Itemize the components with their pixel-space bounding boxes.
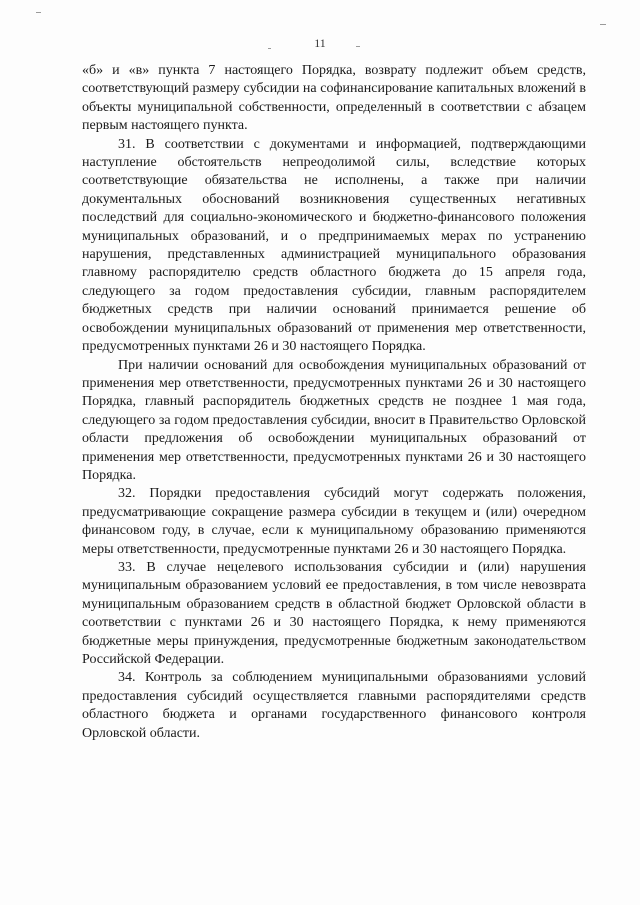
scan-speck — [600, 24, 606, 25]
paragraph: «б» и «в» пункта 7 настоящего Порядка, возврату подлежит объем средств, соответствующий размеру субсидии на софинансирование капитальных вложений в объекты муниципальной собственности, определенный в соответствии с абзацем первым настоящего пункта. — [82, 63, 586, 134]
paragraph: 31. В соответствии с документами и информацией, подтверждающими наступление обстоятельств непреодолимой силы, вследствие которых соответствующие обязательства не исполнены, а также при наличии документальных обоснований возникновения существенных негативных последствий для социально-экономического и бюджетно-финансового положения муниципальных образований, и о предпринимаемых мерах по устранению нарушения, представленных администрацией муниципального образования главному распорядителю средств областного бюджета до 15 апреля года, следующего за годом предоставления субсидии, главным распорядителем бюджетных средств при наличии оснований принимается решение об освобождении муниципальных образований от применения мер ответственности, предусмотренных пунктами 26 и 30 настоящего Порядка. — [82, 136, 586, 355]
page-number: 11 — [314, 36, 326, 50]
paragraph: 33. В случае нецелевого использования субсидии и (или) нарушения муниципальным образованием условий ее предоставления, в том числе невозврата муниципальным образованием средств в областной бюджет Орловской области в соответствии с пунктами 26 и 30 настоящего Порядка, к нему применяются бюджетные меры принуждения, предусмотренные бюджетным законодательством Российской Федерации. — [82, 559, 586, 667]
scan-speck — [36, 12, 41, 13]
paragraph: 34. Контроль за соблюдением муниципальными образованиями условий предоставления субсидий осуществляется главными распорядителями средств областного бюджета и органами государственного финансового контроля Орловской области. — [82, 670, 586, 741]
document-body — [82, 62, 586, 743]
paragraph: При наличии оснований для освобождения муниципальных образований от применения мер ответственности, предусмотренных пунктами 26 и 30 настоящего Порядка, главный распорядитель бюджетных средств не позднее 1 мая года, следующего за годом предоставления субсидии, вносит в Правительство Орловской области предложения об освобождении муниципальных образований от применения мер ответственности, предусмотренных пунктами 26 и 30 настоящего Порядка. — [82, 357, 586, 483]
paragraph: 32. Порядки предоставления субсидий могут содержать положения, предусматривающие сокращение размера субсидии в текущем и (или) очередном финансовом году, в случае, если к муниципальному образованию применяются меры ответственности, предусмотренные пунктами 26 и 30 настоящего Порядка. — [82, 486, 586, 557]
